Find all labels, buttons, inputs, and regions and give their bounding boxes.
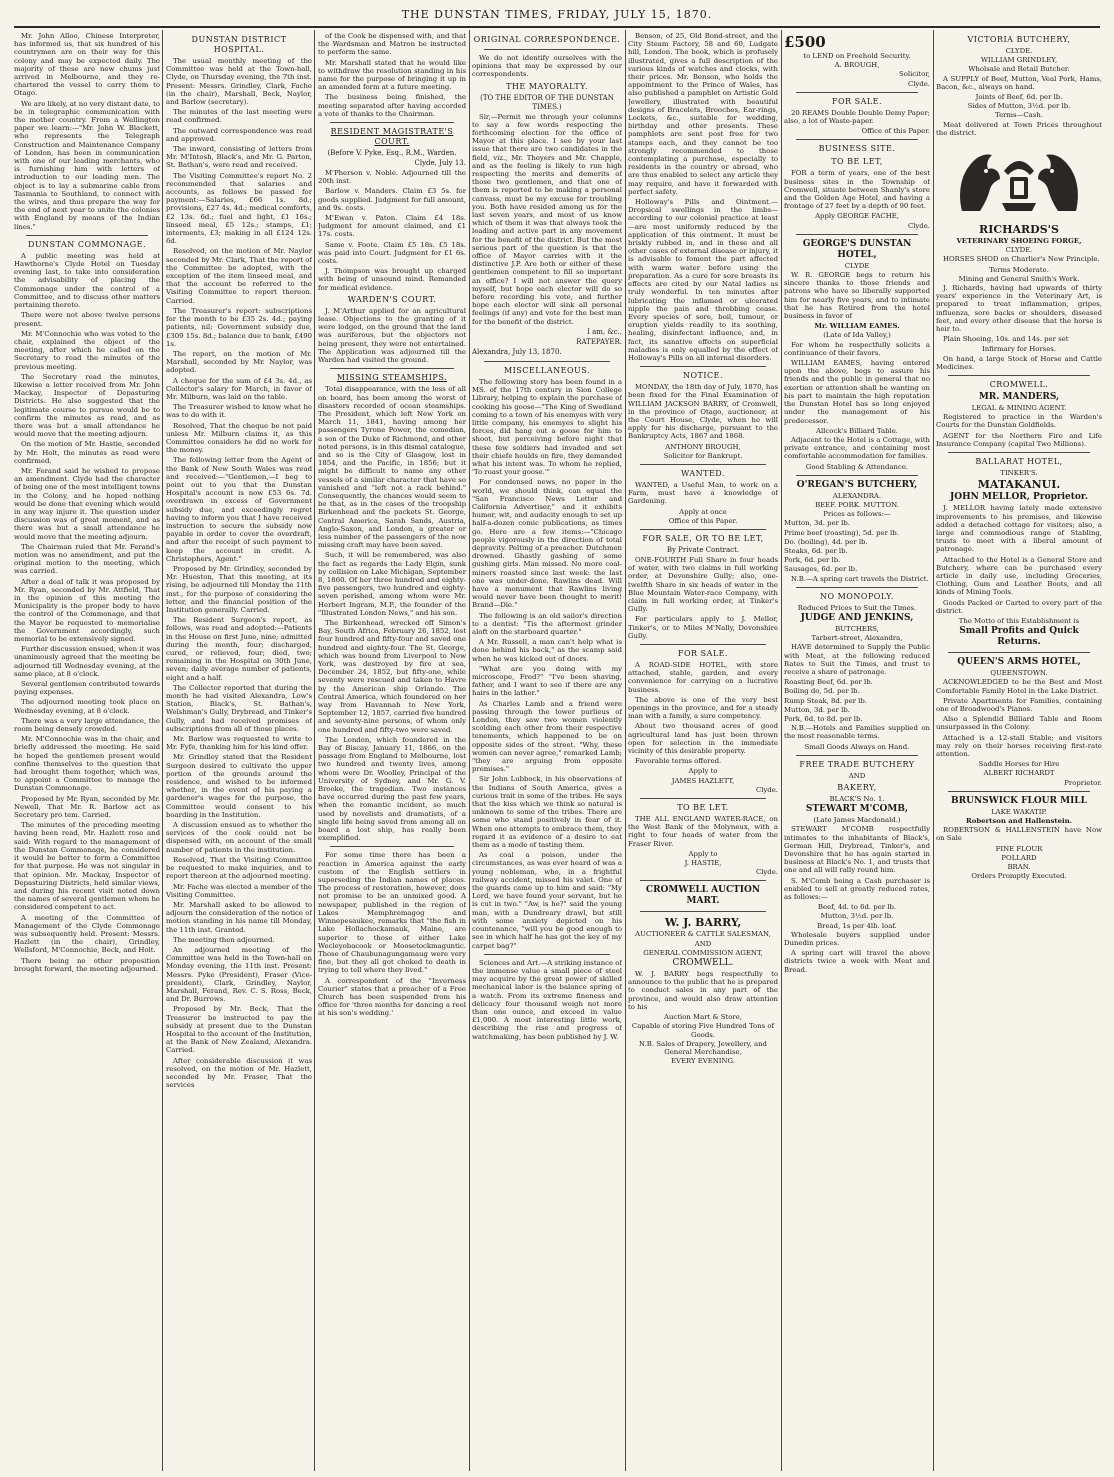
ad-line: Good Stabling & Attendance. <box>805 462 909 471</box>
ad-heading: STEWART M'COMB, <box>805 804 909 815</box>
ad-line: N.B. Sales of Drapery, Jewellery, and General Merchandise, <box>639 1039 767 1056</box>
ad-line: Joints of Beef, 6d. per lb. <box>975 93 1063 102</box>
ad-heading: W. J. BARRY, <box>664 916 742 930</box>
signature: I am, &c., <box>587 327 622 336</box>
masthead: THE DUNSTAN TIMES, FRIDAY, JULY 15, 1870. <box>14 4 1100 28</box>
paragraph: Total disappearance, with the loss of all on board, has been among the worst of disasters recorded of ocean steamships. The President, which left New York on March 11, 1841, having among her passengers Tyrone Power, the comedian, a son of the Duke of Richmond, and other noted persons, is in this dismal catalogue, and so is the City of Glasgow, lost in 1854, and the Pacific, in 1856; but it might be difficult to name any other vessels of a similar character that have so vanished and "left not a rack behind." Consequently, the chances would seem to be that, as in the cases of the troopship Birkenhead and the packets St. George, Central America, Sarah Sands, Austria, Anglo-Saxon, and London, a greater or less number of the passengers of the now missing craft may have been saved. <box>318 385 466 550</box>
paragraph: A spring cart will travel the above districts twice a week with Meat and Bread. <box>784 949 930 974</box>
paragraph: The following is an old sailor's direction to a dentist: "Tis the aftermost grinder aloft on the starboard quarter." <box>472 611 622 636</box>
paragraph: After a deal of talk it was proposed by Mr. Ryan, seconded by Mr. Attfield, That in the opinion of this meeting the Municipality is the proper body to have the control of the Commonage, and that the Mayor be requested to memorialise the Government accordingly, such memorial to be extensively signed. <box>14 577 160 644</box>
paragraph: THE ALL ENGLAND WATER-RACE, on the West Bank of the Molyneux, with a right to four heads of water from the Fraser River. <box>628 815 778 848</box>
divider <box>330 368 454 369</box>
paragraph: A SUPPLY of Beef, Mutton, Veal Pork, Hams, Bacon, &c., always on hand. <box>936 74 1102 91</box>
ad-line: Saddle Horses for Hire <box>978 760 1060 769</box>
ad-line: AND <box>848 771 866 780</box>
paragraph: Proposed by Mr. Ryan, seconded by Mr. Newell, That Mr. R. Barlow act as Secretary pro tem. Carried. <box>14 794 160 820</box>
paragraph: There were not above twelve persons present. <box>14 311 160 328</box>
paragraph: A Mr. Russell, a man can't help what is done behind his back," as the scamp said when he was kicked out of doors. <box>472 638 622 663</box>
ad-heading: NOTICE. <box>682 371 724 381</box>
ad-heading: O'REGAN'S BUTCHERY, <box>796 479 918 490</box>
ad-heading: RICHARDS'S <box>979 223 1059 237</box>
paragraph: After considerable discussion it was resolved, on the motion of Mr. Hazlett, seconded by Mr. Fraser, That the services <box>166 1056 312 1090</box>
paragraph: Mr. Barlow was requested to write to Mr. Fyfe, thanking him for his kind offer. <box>166 735 312 752</box>
divider <box>796 587 918 588</box>
ad-line: Mr. WILLIAM EAMES. <box>814 322 900 331</box>
ad-line: QUEENSTOWN. <box>990 669 1048 678</box>
paragraph: We are likely, at no very distant date, to be in telegraphic communication with the mother country. From a Wellington paper we learn:—"Mr. John W. Blackett, who represents the Telegraph Construction and Maintenance Company of London, has been in communication with one of our leading merchants, who is furnishing him with letters of introduction to our leading men. The object is to lay a submarine cable from Tasmania to Southland, to connect with the wires, and thus prepare the way for the end of next year to unite the colonies with England by means of the Indian lines." <box>14 99 160 231</box>
paragraph: The outward correspondence was read and approved. <box>166 126 312 143</box>
ad-line: JAMES HAZLETT, <box>671 776 735 785</box>
paragraph: On hand, a large Stock of Horse and Cattle Medicines. <box>936 354 1102 371</box>
article-heading: WARDEN'S COURT. <box>347 294 437 304</box>
column-rule <box>162 30 163 1471</box>
ad-line: Solicitor, <box>899 70 930 79</box>
paragraph: ONE-FOURTH Full Share in four heads of water, with two claims in full working order, at Devonshire Gully; also, one-twelfth Share in six heads of water in the Blue Mountain Water-race Company, with claim in full working order, at Tinker's Gully. <box>628 555 778 614</box>
paragraph: Such, it will be remembered, was also the fact as regards the Lady Elgin, sunk by collision on Lake Michigan, September 8, 1860. Of her three hundred and eighty-five passengers, two hundred and eighty-seven perished, among whom were Mr. Herbert Ingram, M.P., the founder of the "Illustrated London News," and his son. <box>318 551 466 617</box>
divider <box>640 798 766 799</box>
column-5 <box>628 32 778 1471</box>
divider <box>640 529 766 530</box>
ad-line: Capable of storing Five Hundred Tons of Goods. <box>631 1022 775 1039</box>
paragraph: As Charles Lamb and a friend were passing through the lower purlieus of London, they saw two women violently scolding each other from their respective tenements, which happened to be on opposite sides of the street. "Why, these women can never agree," remarked Lamb; "they are arguing from opposite premises." <box>472 699 622 774</box>
paragraph: Mr. Marshall stated that he would like to withdraw the resolution standing in his name for the purpose of bringing it up in an amended form at a future meeting. <box>318 58 466 92</box>
ad-heading: £500 <box>784 33 826 51</box>
paragraph: Sir John Lubbock, in his observations of the Indians of South America, gives a curious trait in some of the tribes. He says that the kiss which we think so natural is unknown to some of the tribes. There are some who stand positively in fear of it. When one attempts to embrace them, they regard it as evidence of a desire to eat them as a mode of tasting them. <box>472 775 622 850</box>
ad-line: Office of this Paper. <box>668 516 738 525</box>
ad-line: Solicitor for Bankrupt. <box>663 451 743 460</box>
paragraph: A cheque for the sum of £4 3s. 4d., as Collector's salary for March, in favor of Mr. Milburn, was laid on the table. <box>166 376 312 401</box>
paragraph: N.B.—A spring cart travels the District. <box>791 574 929 583</box>
ad-heading: JOHN MELLOR, Proprietor. <box>950 492 1088 503</box>
paragraph: Plain Shoeing, 10s. and 14s. per set <box>943 335 1069 344</box>
price-line: Do. (boiling), 4d. per lb. <box>784 537 868 546</box>
column-4 <box>472 32 622 1471</box>
paragraph: Several gentlemen contributed towards paying expenses. <box>14 680 160 697</box>
paragraph: A meeting of the Committee of Management of the Clyde Commonage was subsequently held. Present: Messrs. Hazlett (in the chair), Grindley, Wellsford, M'Connochie, Beck, and Holt. <box>14 913 160 955</box>
ad-line: CLYDE <box>844 261 870 270</box>
column-rule <box>933 30 934 1471</box>
paragraph: S. M'Comb being a Cash purchaser is enabled to sell at greatly reduced rates, as follows:— <box>784 876 930 902</box>
ad-line: WILLIAM GRINDLEY, <box>980 56 1058 65</box>
paragraph: The Treasurer wished to know what he was to do with it. <box>166 403 312 420</box>
article-heading: DUNSTAN COMMONAGE. <box>27 239 147 249</box>
paragraph: The business being finished, the meeting separated after having accorded a vote of thanks to the Chairman. <box>318 93 466 118</box>
paragraph: There was a very large attendance, the room being densely crowded. <box>14 716 160 734</box>
paragraph: N.B.—Hotels and Families supplied on the most reasonable terms. <box>784 724 930 741</box>
divider <box>640 366 766 367</box>
ad-heading: FOR SALE. <box>677 649 729 658</box>
ad-line: Infirmary for Horses. <box>981 345 1057 354</box>
ad-line: EVERY EVENING. <box>670 1057 736 1066</box>
paragraph: HORSES SHOD on Charlier's New Principle. <box>943 255 1100 264</box>
article-heading: MISCELLANEOUS. <box>503 365 591 375</box>
paragraph: The Collector reported that during the month he had visited Alexandra, Low's Station, Black's, St. Bathan's, Welshman's Gully, Drybread, and Tinker's Gully, and had received promises of subscriptions from all of those places. <box>166 683 312 733</box>
paragraph: WANTED, a Useful Man, to work on a Farm, must have a knowledge of Gardening. <box>628 480 778 506</box>
column-rule <box>625 30 626 1471</box>
price-line: Sausages, 6d. per lb. <box>784 565 858 574</box>
ad-line: BLACK'S No. 1. <box>829 795 885 803</box>
paragraph: The Secretary read the minutes, likewise a letter received from Mr. John Mackay, Inspector of Depasturing Districts. He also suggested that the legitimate course to pursue would be to confirm the minutes as read, and as there was but a small attendance he would move that the meeting adjourn. <box>14 372 160 439</box>
paragraph: The Resident Surgeon's report, as follows, was read and adopted:—Patients in the House on first June, nine; admitted during the month, four; discharged, cured, or relieved, four; died, two; remaining in the Hospital on 30th June, seven; daily average number of patients, eight and a half. <box>166 616 312 682</box>
ad-line: Terms—Cash. <box>995 111 1043 120</box>
dateline: Alexandra, July 13, 1870. <box>472 347 562 356</box>
price-line: Mutton, 3d. per lb. <box>784 519 850 528</box>
divider <box>640 464 766 465</box>
ad-line: BUTCHERS, <box>835 624 879 633</box>
paragraph: MONDAY, the 18th day of July, 1870, has been fixed for the Final Examination of WILLIAM JACKSON BARRY, of Cromwell, in the province of Otago, auctioneer, at the Court House, Clyde, when he will apply for his discharge, pursuant to the Bankruptcy Acts, 1867 and 1868. <box>628 383 778 441</box>
ad-heading: FREE TRADE BUTCHERY <box>799 759 915 769</box>
paragraph: J. Thompson was brought up charged with being of unsound mind. Remanded for medical evidence. <box>318 267 466 292</box>
paragraph: ROBERTSON & HALLENSTEIN have Now on Sale <box>936 826 1102 843</box>
ad-heading: FOR SALE. <box>831 96 883 106</box>
ad-line: Apply at once <box>679 507 727 516</box>
paragraph: The adjourned meeting took place on Wednesday evening, at 8 o'clock. <box>14 698 160 715</box>
divider <box>948 652 1090 653</box>
paragraph: Meat delivered at Town Prices throughout the district. <box>936 120 1102 137</box>
paragraph: J. M'Arthur applied for an agricultural lease. Objections to the granting of it were lodged, on the ground that the land was auriferous, but the objectors not being present, they were not entertained. The Application was adjourned till the Warden had visited the ground. <box>318 306 466 365</box>
paragraph: Registered to practice in the Warden's Courts for the Dunstan Goldfields. <box>936 413 1102 430</box>
ad-line: Clyde. <box>907 79 930 88</box>
ad-line: GENERAL COMMISSION AGENT, <box>643 948 763 957</box>
ad-line: Small Goods Always on Hand. <box>804 742 910 751</box>
price-line: Prime beef (roasting), 5d. per lb. <box>784 528 899 537</box>
paragraph: On the motion of Mr. Hastie, seconded by Mr. Holt, the minutes as read were confirmed. <box>14 440 160 465</box>
column-1 <box>14 32 160 1471</box>
paragraph: Attached to the Hotel is a General Store and Butchery, where can be purchased every article in daily use, including Groceries, Clothing, Gum and Leather Boots, and all kinds of Mining Tools. <box>936 555 1102 597</box>
price-line: Rump Steak, 8d. per lb. <box>784 696 867 705</box>
divider <box>796 92 918 93</box>
paragraph: Resolved, That the Visiting Committee be requested to make inquiries, and to report thereon at the adjourned meeting. <box>166 855 312 881</box>
ad-line: Orders Promptly Executed. <box>971 872 1067 881</box>
ad-heading: BAKERY, <box>837 783 877 792</box>
paragraph: The above is one of the very best openings in the province, and for a steady man with a family, a sure competency. <box>628 695 778 721</box>
ad-line: Auction Mart & Store, <box>664 1013 742 1022</box>
divider <box>330 122 454 123</box>
signature: RATEPAYER. <box>576 337 622 346</box>
ad-line: Clyde. <box>755 785 778 794</box>
paragraph: The Chairman ruled that Mr. Ferand's motion was no amendment, and put the original motion to the meeting, which was carried. <box>14 542 160 576</box>
paragraph: The Treasurer's report: subscriptions for the month to be £35 2s. 4d.; paying patients, nil; Government subsidy due, £309 15s. 8d.; balance due to bank, £490 1s. <box>166 306 312 348</box>
paragraph: Attached is a 12-stall Stable; and visitors may rely on their horses receiving first-rate attention. <box>936 733 1102 758</box>
article-heading: MISSING STEAMSHIPS. <box>336 373 448 383</box>
ad-heading: TO BE LET. <box>677 803 729 813</box>
paragraph: J. MELLOR having lately made extensive improvements to his premises, and likewise added a detached cottage for visitors; also, a large and commodious range of Stabling, trusts to meet with a liberal amount of patronage. <box>936 504 1102 554</box>
ad-line: AUCTIONEER & CATTLE SALESMAN, <box>635 930 771 939</box>
paragraph: Barlow v. Manders. Claim £3 5s. for goods supplied. Judgment for full amount, and 9s. costs. <box>318 187 466 212</box>
paragraph: About two thousand acres of good agricultural land has just been thrown open for selection in the immediate vicinity of this desirable property. <box>628 722 778 756</box>
paragraph: AGENT for the Northern Fire and Life Insurance Company (capital Two Millions). <box>936 431 1102 448</box>
paragraph: An adjourned meeting of the Committee was held in the Town-hall on Monday evening, the 11th inst. Present: Messrs. Pyke (President), Fraser (Vice-president), Clark, Grindley, Naylor, Marshall, Ferand, Rev. C. S. Ross, Beck, and Dr. Burrows. <box>166 945 312 1004</box>
article-heading: ORIGINAL CORRESPONDENCE. <box>473 35 621 44</box>
paragraph: FOR a term of years, one of the best business sites in the Township of Cromwell, situate between Shanly's store and the Golden Age Hotel, and having a frontage of 27 feet by a depth of 90 feet. <box>784 169 930 211</box>
ad-line: CROMWELL. <box>672 958 734 969</box>
ad-line: J. HASTIE, <box>684 859 722 868</box>
ad-heading: GEORGE'S DUNSTAN HOTEL, <box>802 238 912 260</box>
divider <box>484 49 610 50</box>
paragraph: Private Apartments for Families, containing one of Broadwood's Pianos. <box>936 696 1102 713</box>
paragraph: W. J. BARRY begs respectfully to announce to the public that he is prepared to conduct sales in any part of the province, and would also draw attention to his <box>628 970 778 1011</box>
divider <box>484 361 610 362</box>
ad-heading: VETERINARY SHOEING FORGE, <box>956 237 1082 246</box>
ad-line: Office of this Paper. <box>861 127 930 136</box>
paragraph: The Visiting Committee's report No. 2 recommended that salaries and accounts, as follows be passed for payment:—Salaries, £66 1s. 8d.; provisions, £27 4s. 4d.; medical comforts, £2 13s. 6d.; fuel and light, £1 16s.; linseed meal, £5 12s.; stamps, £1; interments, £3; making in all £124 12s. 6d. <box>166 171 312 246</box>
paragraph: J. Richards, having had upwards of thirty years' experience in the Veterinary Art, is prepared to treat inflammation, gripes, influenza, sore backs or shoulders, diseased feet, and every other disease that the horse is heir to. <box>936 284 1102 334</box>
paragraph: For particulars apply to J. Mellor, Tinker's, or to Miles M'Nally, Devonshire Gully. <box>628 615 778 640</box>
paragraph: 20 REAMS Double Double Demy Paper; also, a lot of Waste-paper. <box>784 108 930 126</box>
paragraph: Resolved, on the motion of Mr. Naylor seconded by Mr. Clark, That the report of the Committee be adopted, with the exception of the item linseed meal, and that the account be referred to the Visiting Committee to report thereon. Carried. <box>166 247 312 305</box>
column-7 <box>936 32 1102 1471</box>
paragraph: Also a Splendid Billiard Table and Room unsurpassed in the Colony. <box>936 715 1102 732</box>
ad-line: Mining and General Smith's Work. <box>958 274 1080 283</box>
ad-line: Wholsale and Retail Butcher. <box>968 65 1070 74</box>
ad-line: to LEND on Freehold Security. <box>803 52 911 60</box>
paragraph: The Birkenhead, wrecked off Simon's Bay, South Africa, February 26, 1852, lost four hundred and fifty-four and saved one hundred and eighty-four. The St. George, which was bound from Liverpool to New York, was destroyed by fire at sea, December 24, 1852, but fifty-one, while seventy were rescued and taken to Havre by the American ship Orlando. The Central America, which foundered on her way from Havannah to New York, September 12, 1857, carried five hundred and seventy-nine persons, of whom only one hundred and fifty-two were saved. <box>318 618 466 734</box>
ad-line: Apply to <box>688 849 718 858</box>
ad-line: Allcock's Billiard Table. <box>816 426 898 435</box>
paragraph: There being no other proposition brought forward, the meeting adjourned. <box>14 956 160 973</box>
paragraph: Same v. Foote. Claim £5 18s. £5 18s. was paid into Court. Judgment for £1 6s. costs. <box>318 240 466 266</box>
ad-heading: MR. MANDERS, <box>978 392 1060 403</box>
paragraph: M'Ewan v. Paton. Claim £4 18s. Judgment for amount claimed, and £1 17s. costs. <box>318 214 466 239</box>
paragraph: The London, which foundered in the Bay of Biscay, January 11, 1866, on the passage from England to Melbourne, lost two hundred and twenty lives, among whom were Dr. Woolley, Principal of the University of Sydney, and Mr. G. V. Brooke, the tragedian. Two instances have occurred during the past few years, when the romantic incident, so much used by novelists and dramatists, of a single life being saved from among all on board a lost ship, has really been exemplified. <box>318 735 466 843</box>
paragraph: STEWART M'COMB respectfully intimates to the inhabitants of Black's, German Hill, Drybread, Tinker's, and Devonshire that he has again started in business at Black's No. 1, and trusts that one and all will rally round him. <box>784 825 930 875</box>
price-line: Boiling do, 5d. per lb. <box>784 687 860 696</box>
horse-heads-crest-icon <box>944 141 1094 219</box>
price-line: Pork, 6d. per lb. <box>784 556 841 565</box>
ad-heading: Small Profits and Quick Returns. <box>959 626 1079 648</box>
divider <box>796 234 918 235</box>
paragraph: Proposed by Mr. Beck, That the Treasurer be instructed to pay the subsidy at present due to the Dunstan Hospital to the account of the Institution, at the Bank of New Zealand, Alexandra. Carried. <box>166 1005 312 1055</box>
ad-line: Tarbert-street, Alexandra, <box>811 634 903 643</box>
paragraph: Mr. Ferand said he wished to propose an amendment. Clyde had the character of being one of the most intelligent towns in the Colony, and he hoped nothing would be done that evening which would in any way injure it. The question under discussion was of great moment, and as there was but a small attendance he would move that the meeting adjourn. <box>14 466 160 541</box>
paragraph: For condensed news, no paper in the world, we should think, can equal the "San Francisco News Letter and California Advertiser," and it exhibits humor, wit, and audacity enough to set up half-a-dozen comic publications, as times go. Here are a few items:—"Chicago people vigorously in the direction of total depravity. Pelting of a preacher. Dutchmen drowned. Ghastly gashing of some gushing girls. Man missed. No more coal-miners roasted since last week: the last one was under-done. Rawlins dead. Will have a monument that Rawlins living would never have been thought to merit! Brand—Die." <box>472 478 622 610</box>
paragraph: The meeting then adjourned. <box>173 935 275 944</box>
divider <box>796 475 918 476</box>
paragraph: Adjacent to the Hotel is a Cottage, with private entrance, and containing most comfortable accommodation for families. <box>784 435 930 461</box>
divider <box>640 880 766 881</box>
paragraph: A discussion ensued as to whether the services of the cook could not be dispensed with, on account of the small number of patients in the institution. <box>166 821 312 854</box>
paragraph: The usual monthly meeting of the Committee was held at the Town-hall, Clyde, on Thursday evening, the 7th inst. Present: Messrs. Grindley, Clark, Fache (in the chair), Marshall, Beck, Naylor, and Barlow (secretary). <box>166 57 312 107</box>
ad-line: ALEXANDRA. <box>832 491 882 500</box>
ad-heading: WANTED. <box>681 468 725 478</box>
ad-line: LEGAL & MINING AGENT. <box>971 404 1067 413</box>
ad-line: Reduced Prices to Suit the Times. <box>797 603 917 612</box>
ad-line: Apply to <box>688 767 718 776</box>
column-3 <box>318 32 466 1471</box>
paragraph: Favorable terms offered. <box>635 757 722 766</box>
ad-line: FINE FLOUR <box>995 844 1043 853</box>
divider <box>796 755 918 756</box>
paragraph: The minutes of the last meeting were read confirmed. <box>166 108 312 125</box>
price-line: Mutton, 3d. per lb. <box>784 705 850 714</box>
paragraph: The minutes of the preceding meeting having been read, Mr. Hazlett rose and said: With regard to the management of the Dunstan Commonage, he considered it would be better to form a Committee for that purpose. He was not singular in that opinion. Mr. Mackay, Inspector of Depasturing Districts, held similar views, and during his recent visit noted down the names of several gentlemen whom he considered competent to act. <box>14 821 160 912</box>
divider <box>948 452 1090 453</box>
ad-heading: BALLARAT HOTEL, <box>975 457 1063 467</box>
ad-line: Apply GEORGE FACHE, <box>815 212 899 221</box>
price-line: Beef, 4d. to 6d. per lb. <box>817 903 897 912</box>
paragraph: Goods Packed or Carted to every part of the district. <box>936 598 1102 615</box>
price-line: Steaks, 6d. per lb. <box>784 546 848 555</box>
paragraph: ACKNOWLEDGED to be the Best and Most Comfortable Family Hotel in the Lake District. <box>936 678 1102 695</box>
paragraph: Mr. M'Connochie was in the chair, and briefly addressed the meeting. He said he hoped the gentlemen present would confine themselves to the question that had brought them together, which was, to appoint a Committee to manage the Dunstan Commonage. <box>14 735 160 793</box>
divider <box>26 235 148 236</box>
paragraph: M'Pherson v. Noble. Adjourned till the 20th inst. <box>318 169 466 186</box>
ad-line: CLYDE. <box>1005 246 1033 255</box>
paragraph: HAVE determined to Supply the Public with Meat, at the following reduced Rates to Suit the Times, and trust to receive a share of patronage. <box>784 643 930 676</box>
column-rule <box>314 30 315 1471</box>
ad-line: BRAN. <box>1007 863 1031 871</box>
column-6 <box>784 32 930 1471</box>
ad-line: POLLARD <box>1001 853 1037 862</box>
ad-line: CLYDE. <box>1005 47 1033 55</box>
ad-heading: JUDGE AND JENKINS, <box>800 612 914 623</box>
paragraph: The inward, consisting of letters from Mr. M'Intosh, Black's, and Mr. G. Parton, St. Bathan's, were read and received. <box>166 145 312 170</box>
subheading: (Before V. Pyke, Esq., R.M., Warden. <box>327 149 457 158</box>
editor-note: We do not identify ourselves with the opinions that may be expressed by our correspondents. <box>472 54 622 79</box>
subheading: (TO THE EDITOR OF THE DUNSTAN TIMES.) <box>480 93 614 111</box>
ad-heading: NO MONOPOLY. <box>820 591 894 601</box>
paragraph: The following letter from the Agent of the Bank of New South Wales was read and received:—"Gentlemen,—I beg to point out to you that the Dunstan Hospital's account is now £53 6s. 7d. overdrawn in excess of Government subsidy due, and exceedingly regret having to inform you that I have received instruction to secure the subsidy now payable in order to cover the overdraft, and after the receipt of such payment to keep the account in credit. A. Christophers, Agent." <box>166 456 312 563</box>
paragraph: Mr. Marshall asked to be allowed to adjourn the consideration of the notice of motion standing in his name till Monday, the 11th inst. Granted. <box>166 900 312 934</box>
ad-line: ALBERT RICHARDT <box>983 769 1055 778</box>
ad-line: Proprietor. <box>1064 778 1102 787</box>
paragraph: Wholesale buyers supplied under Dunedin prices. <box>784 930 930 948</box>
ad-line: TINKER'S. <box>1000 469 1038 478</box>
ad-line: Terms Moderate. <box>989 265 1049 274</box>
paragraph: Mr. Grindley stated that the Resident Surgeon desired to cultivate the upper portion of the grounds around the residence, and wished to be informed whether, in the event of his paying a gardener's wages for the purpose, the Committee would consent to his boarding in the Institution. <box>166 753 312 819</box>
paragraph: of the Cook be dispensed with, and that the Wardsman and Matron be instructed to perform the same. <box>318 32 466 57</box>
paragraph: Mr. M'Connochie who was voted to the chair, explained the object of the meeting, after which he called on the Secretary to read the minutes of the previous meeting. <box>14 329 160 371</box>
column-rule <box>469 30 470 1471</box>
ad-line: ANTHONY BROUGH, <box>665 442 741 451</box>
ad-heading: VICTORIA BUTCHERY, <box>967 35 1071 44</box>
paragraph: Benson, of 25, Old Bond-street, and the City Steam Factory, 58 and 60, Ludgate hill, London. The book, which is profusely illustrated, gives a full description of the various kinds of watches and clocks, with their prices. Mr. Benson, who holds the appointment to the Prince of Wales, has also published a pamphlet on Artistic Gold Jewellery, illustrated with beautiful designs of Bracelets, Brooches, Ear-rings, Lockets, &c., suitable for wedding, birthday and other presents. These pamphlets are sent post free for two stamps each, and they cannot be too strongly recommended to those contemplating a purchase, especially to residents in the country or abroad, who are thus enabled to select any article they may require, and have it forwarded with perfect safety. <box>628 32 778 196</box>
paragraph: Sir,—Permit me through your columns to say a few words respecting the forthcoming election for the office of Mayor at this place. I see by your last issue that there are two candidates in the field, viz., Mr. Theyers and Mr. Chapple, and as the feeling is likely to run high respecting the merits and demerits of those two gentlemen, and that one of them is reported to be making a personal canvass, must be my excuse for troubling you. Both have resided among us for the last seven years, and most of us know which of them it was that always took the leading and active part in any movement for the benefit of the district. But the most serious part of the question is that the office of Mayor carries with it the distinctive J.P. Are both or either of these gentlemen competent to fill so important an office? I will not answer the query myself, but hope each elector will do so before recording his vote, and further hope each elector will sink all personal feelings (if any) and vote for the best man for the benefit of the district. <box>472 112 622 326</box>
paragraph: The report, on the motion of Mr. Marshall, seconded by Mr. Naylor, was adopted. <box>166 349 312 375</box>
column-2 <box>166 32 312 1471</box>
ad-heading: Robertson and Hallenstein. <box>966 816 1072 825</box>
paragraph: Further discussion ensued, when it was unanimously agreed that the meeting be adjourned till Wednesday evening, at the same place, at 8 o'clock. <box>14 645 160 678</box>
ad-heading: CROMWELL. <box>989 380 1049 390</box>
paragraph: Resolved, That the cheque be not paid unless Mr. Milburn claims it, as this Committee considers he did no work for the money. <box>166 421 312 455</box>
price-line: Pork, 6d. to 8d. per lb. <box>784 714 863 723</box>
price-line: Bread, 1s per 4lb. loaf. <box>817 921 897 930</box>
column-rule <box>781 30 782 1471</box>
ad-line: (Late James Macdonald.) <box>813 816 901 825</box>
paragraph: For some time there has been a reaction in America against the early custom of the English settlers in superseding the Indian names of places. The process of restoration, however, does not promise to be an unmixed good. A newspaper, published in the region of Lakes Memphremagog and Winnepesaukee, remarks that "the fish in Lake Hollachockamauk, Maine, are superior to those of either Lake Wecleyobacook or Moosetockmaguntic. Those of Chaubunagungamaug were very fine, but they all got choked to death in trying to tell where they lived." <box>318 851 466 975</box>
ad-line: Prices as follows:— <box>823 510 891 519</box>
paragraph: As coal a poison, under the circumstances, as was ever heard of was a young nobleman, who, in a frightful railway accident, missed his valet. One of the guards came up to him and said: "My Lord, we have found your servant, but he is cut in two." "Aw, is he?" said the young man, with a Dundreary drawl, but still with some anxiety depicted on his countenance, "will you be good enough to see in which half he has got the key of my carpet bag?" <box>472 851 622 950</box>
price-line: Mutton, 3½d. per lb. <box>820 912 894 921</box>
divider <box>640 644 766 645</box>
paragraph: A public meeting was held at Hawthorne's Clyde Hotel on Tuesday evening last, to take into consideration the advisability of placing the Commonage under the control of a Committee, and to discuss other matters pertaining thereto. <box>14 251 160 310</box>
article-heading: RESIDENT MAGISTRATE'S COURT. <box>330 127 454 147</box>
paragraph: WILLIAM EAMES, having entered upon the above, begs to assure his friends and the public in general that no exertion or attention shall be wanting on his part to maintain the high reputation the Dunstan Hotel has so long enjoyed under the management of his predecessor. <box>784 359 930 425</box>
paragraph: W. R. GEORGE begs to return his sincere thanks to those friends and patrons who have so liberally supported him for nearly five years, and to intimate that he has Retired from the hotel business in favor of <box>784 271 930 321</box>
ad-heading: TO BE LET, <box>831 157 883 167</box>
article-heading: DUNSTAN DISTRICT HOSPITAL. <box>191 35 287 54</box>
paragraph: Proposed by Mr. Grindley, seconded by Mr. Hueston, That this meeting, at its rising, be adjourned till Monday the 11th inst., for the purpose of considering the letter, and the financial position of the Institution generally. Carried. <box>166 564 312 614</box>
ad-line: A. BROUGH, <box>834 61 880 70</box>
ad-line: Sides of Mutton, 3½d. per lb. <box>967 102 1071 111</box>
divider <box>640 911 766 912</box>
ad-line: BEEF. PORK. MUTTON. <box>815 500 899 509</box>
paragraph: Holloway's Pills and Ointment.—Dropsical swellings in the limbs—according to our colonial practice at least—are most uniformly reduced by the application of this ointment. It must be briskly rubbed in, and in these and all other cases of external disease or injury, it is advisable to foment the part affected with warm water before using the preparation. As a cure for sore breasts its effects are cited by our Natal ladies as truly wonderful. In ten minutes after lubricating the inflamed or ulcerated nipple the pain and throbbing cease. Every species of sore, boil, tumour, or eruption yields readily to its soothing, healing, disinfectant influence, and, in fact, its sanative effects on superficial maladies is only equalled by the effect of Holloway's Pills on all internal disorders. <box>628 198 778 362</box>
paragraph: The following story has been found in a MS. of the 17th century in Sion College Library, helping to explain the purchase of cooking his goose—"The King of Swedland coming to a town of his enemyes with very little company, his enemyes to slight his forces, did hang out a goose for him to shoot, but perceiving before night that these few soldiers had invaded and set their chiefe houlds on fire, they demanded what his intent was. To whom he replied, 'To roast your goose.'" <box>472 377 622 477</box>
ad-line: LAKE WAKATIP. <box>991 807 1047 816</box>
divider <box>948 791 1090 792</box>
paragraph: A ROAD-SIDE HOTEL, with store attached, stable, garden, and every convenience for carrying on a lucrative business. <box>628 661 778 694</box>
ad-heading: MATAKANUI. <box>977 478 1061 492</box>
paragraph: A correspondent of the "Inverness Courier" states that a preacher of a Free Church has been suspended from his office for 'three months for dancing a reel at his son's wedding.' <box>318 976 466 1018</box>
ad-line: The Motto of this Establishment is <box>958 616 1080 625</box>
ad-heading: CROMWELL AUCTION MART. <box>645 885 761 907</box>
paragraph: Mr. Fache was elected a member of the Visiting Committee. <box>166 882 312 899</box>
paragraph: Mr. John Alloo, Chinese Interpreter, has informed us, that six hundred of his countrymen are on their way for this colony and may be expected daily. The majority of these are new chums just arrived in Melbourne, and they re-chartered the vessel to carry them to Otago. <box>14 32 160 98</box>
ad-heading: BUSINESS SITE. <box>818 144 896 154</box>
ad-line: Clyde. <box>755 868 778 877</box>
ad-line: AND <box>694 939 712 948</box>
ad-line: (Late of Ida Valley,) <box>823 331 891 340</box>
paragraph: For whom he respectfully solicits a continuance of their favors. <box>784 340 930 357</box>
price-line: Roasting Beef, 6d. per lb. <box>784 678 873 687</box>
article-heading: THE MAYORALTY. <box>506 81 588 91</box>
dateline: Clyde, July 13. <box>414 159 466 168</box>
divider <box>796 139 918 140</box>
ad-line: Clyde. <box>907 221 930 230</box>
divider <box>948 375 1090 376</box>
paragraph: Sciences and Art.—A striking instance of the immense value a small piece of steel may acquire by the great power of skilled mechanical labor is the balance spring of a watch. From its extreme fineness and delicacy four thousand weigh not more than one ounce, and exceed in value £1,000. A most interesting little work, describing the rise and progress of watchmaking, has been published by J. W. <box>472 958 622 1041</box>
subheading: By Private Contract. <box>666 545 740 554</box>
ad-heading: BRUNSWICK FLOUR MILL <box>951 795 1087 806</box>
divider <box>330 846 454 847</box>
paragraph: "What are you doing with my microscope, Fred?" "I've been shaving, father, and I want to see if there are any hairs in the lather." <box>472 664 622 698</box>
ad-heading: QUEEN'S ARMS HOTEL, <box>957 657 1081 668</box>
divider <box>484 954 610 955</box>
ad-heading: FOR SALE, OR TO BE LET, <box>642 533 764 543</box>
